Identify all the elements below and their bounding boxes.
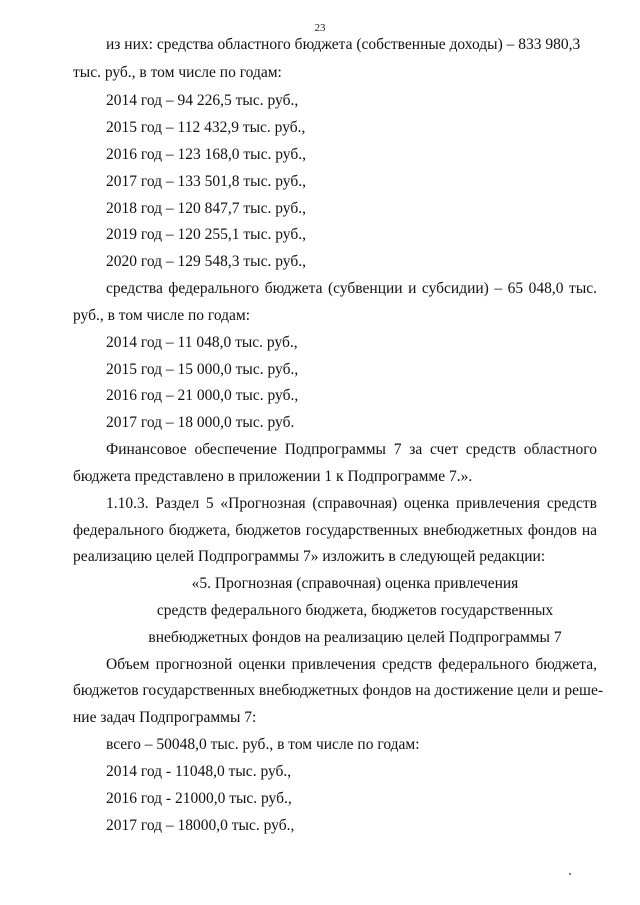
year-line: 2017 год – 18 000,0 тыс. руб. (106, 414, 295, 431)
year-line: 2019 год – 120 255,1 тыс. руб., (106, 226, 306, 243)
paragraph-line: Финансовое обеспечение Подпрограммы 7 за счет средств областного (106, 441, 597, 458)
year-line: 2020 год – 129 548,3 тыс. руб., (106, 253, 306, 270)
paragraph-line: тыс. руб., в том числе по годам: (73, 64, 282, 81)
paragraph-line: руб., в том числе по годам: (73, 307, 251, 324)
section-heading-line: «5. Прогнозная (справочная) оценка привлечения (191, 575, 519, 592)
paragraph-line: из них: средства областного бюджета (собственные доходы) – 833 980,3 (106, 36, 581, 53)
year-line: 2017 год – 133 501,8 тыс. руб., (106, 173, 306, 190)
page-number: 23 (314, 22, 326, 34)
paragraph-line: реализацию целей Подпрограммы 7» изложить в следующей редакции: (73, 548, 546, 565)
year-line: 2014 год – 11 048,0 тыс. руб., (106, 334, 298, 351)
year-line: 2016 год – 21 000,0 тыс. руб., (106, 387, 299, 404)
year-line: 2017 год – 18000,0 тыс. руб., (106, 817, 295, 834)
section-heading-line: средств федерального бюджета, бюджетов государственных (156, 602, 554, 619)
year-line: 2016 год – 123 168,0 тыс. руб., (106, 146, 306, 163)
paragraph-line: бюджета представлено в приложении 1 к Подпрограмме 7.». (73, 468, 473, 485)
paragraph-line: бюджетов государственных внебюджетных фондов на достижение цели и реше- (73, 682, 603, 699)
paragraph-line: 1.10.3. Раздел 5 «Прогнозная (справочная) оценка привлечения средств (106, 495, 597, 512)
paragraph-line: Объем прогнозной оценки привлечения средств федерального бюджета, (106, 656, 597, 673)
year-line: 2014 год - 11048,0 тыс. руб., (106, 763, 292, 780)
paragraph-line: ние задач Подпрограммы 7: (73, 709, 257, 726)
year-line: 2018 год – 120 847,7 тыс. руб., (106, 200, 306, 217)
year-line: 2015 год – 15 000,0 тыс. руб., (106, 361, 299, 378)
scan-speck (569, 873, 571, 875)
year-line: 2015 год – 112 432,9 тыс. руб., (106, 119, 306, 136)
paragraph-line: средства федерального бюджета (субвенции и субсидии) – 65 048,0 тыс. (106, 280, 597, 297)
paragraph-line: федерального бюджета, бюджетов государственных внебюджетных фондов на (73, 522, 597, 539)
section-heading-line: внебюджетных фондов на реализацию целей Подпрограммы 7 (148, 629, 562, 646)
year-line: 2014 год – 94 226,5 тыс. руб., (106, 92, 299, 109)
paragraph-line: всего – 50048,0 тыс. руб., в том числе по годам: (106, 736, 420, 753)
year-line: 2016 год - 21000,0 тыс. руб., (106, 790, 292, 807)
